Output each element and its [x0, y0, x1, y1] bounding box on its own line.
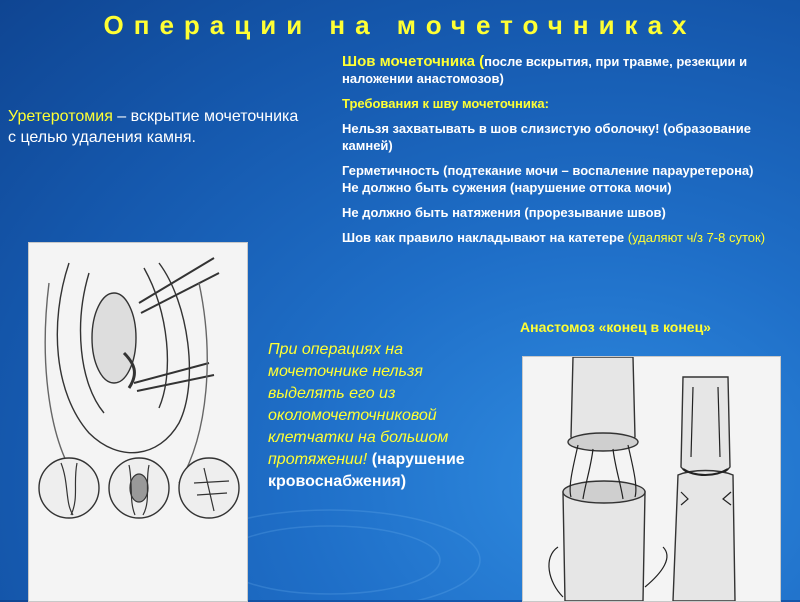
warning-italic: При операциях на мочеточнике нельзя выделять его из околомочеточниковой клетчатки на большом протяжении!: [268, 341, 449, 468]
ureterotomy-text: – вскрытие мочеточника с целью удаления камня.: [8, 108, 299, 146]
catheter-main: Шов как правило накладывают на катетере: [342, 230, 628, 245]
requirement-item: Не должно быть натяжения (прорезывание швов): [342, 205, 666, 220]
ureterotomy-drawing: [29, 243, 247, 601]
requirements-title: Требования к шву мочеточника:: [342, 96, 549, 111]
requirement-item: Нельзя захватывать в шов слизистую оболочку! (образование камней): [342, 121, 751, 153]
seam-title: Шов мочеточника: [342, 53, 475, 70]
ureter-seam-block: [342, 53, 772, 254]
warning-note: [268, 339, 493, 493]
page-title: Операции на мочеточниках: [103, 10, 697, 40]
anastomosis-drawing: [523, 357, 780, 601]
ureterotomy-illustration: [28, 242, 248, 602]
anastomosis-title: Анастомоз «конец в конец»: [520, 319, 711, 335]
seam-paren: (: [474, 53, 485, 70]
catheter-note: (удаляют ч/з 7-8 суток): [627, 230, 766, 245]
ureterotomy-definition: [8, 106, 308, 148]
catheter-item: [342, 229, 772, 246]
ureterotomy-term: Уретеротомия: [8, 108, 113, 125]
anastomosis-illustration: [522, 356, 781, 602]
warning-bold: (нарушение кровоснабжения): [268, 451, 465, 490]
requirement-item: Герметичность (подтекание мочи – воспаление парауретерона) Не должно быть сужения (нарушение оттока мочи): [342, 163, 754, 195]
seam-subtitle: после вскрытия, при травме, резекции и наложении анастомозов): [342, 54, 748, 86]
